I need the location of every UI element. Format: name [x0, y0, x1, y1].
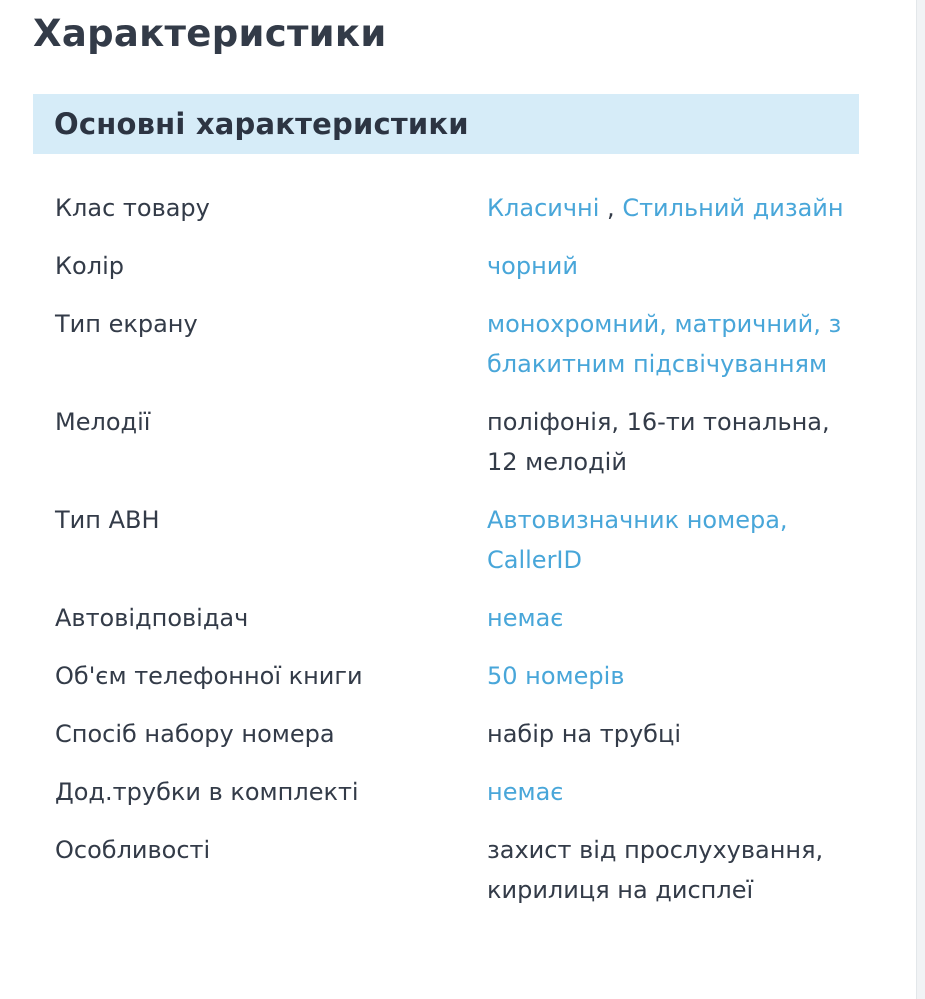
spec-label: Особливості: [55, 836, 211, 864]
class-separator: ,: [599, 194, 623, 222]
section-header: [33, 94, 859, 154]
page-edge-border: [916, 0, 925, 999]
spec-value-text: набір на трубці: [487, 720, 681, 748]
spec-row-caller-id: [55, 500, 875, 580]
screen-type-link[interactable]: монохромний, матричний, з блакитним підсвічуванням: [487, 310, 842, 378]
spec-label: Клас товару: [55, 194, 210, 222]
spec-label: Об'єм телефонної книги: [55, 662, 363, 690]
spec-label: Спосіб набору номера: [55, 720, 335, 748]
page-title: Характеристики: [33, 12, 387, 55]
spec-value: [487, 304, 867, 384]
spec-value: [487, 246, 867, 286]
spec-row-color: [55, 246, 875, 286]
spec-value: [487, 772, 867, 812]
spec-label: Дод.трубки в комплекті: [55, 778, 359, 806]
spec-row-phonebook: [55, 656, 875, 696]
spec-label: Тип екрану: [55, 310, 198, 338]
spec-row-extra-handsets: [55, 772, 875, 812]
spec-row-features: [55, 830, 875, 910]
spec-value: [487, 656, 867, 696]
extra-handsets-link[interactable]: немає: [487, 778, 564, 806]
spec-value-text: захист від прослухування, кирилиця на дисплеї: [487, 836, 824, 904]
color-link[interactable]: чорний: [487, 252, 578, 280]
specs-table: [55, 188, 875, 928]
spec-row-screen-type: [55, 304, 875, 384]
spec-value-text: поліфонія, 16-ти тональна, 12 мелодій: [487, 408, 830, 476]
answering-machine-link[interactable]: немає: [487, 604, 564, 632]
class-link-stylish[interactable]: Стильний дизайн: [622, 194, 844, 222]
spec-value: [487, 188, 867, 228]
spec-label: Колір: [55, 252, 124, 280]
spec-value: [487, 598, 867, 638]
spec-row-melodies: [55, 402, 875, 482]
spec-row-class: [55, 188, 875, 228]
class-link-classic[interactable]: Класичні: [487, 194, 600, 222]
phonebook-link[interactable]: 50 номерів: [487, 662, 625, 690]
spec-label: Тип АВН: [55, 506, 160, 534]
caller-id-link[interactable]: Автовизначник номера, CallerID: [487, 506, 788, 574]
section-title: Основні характеристики: [54, 107, 469, 141]
spec-label: Автовідповідач: [55, 604, 249, 632]
spec-value: [487, 500, 867, 580]
spec-label: Мелодії: [55, 408, 151, 436]
spec-row-answering-machine: [55, 598, 875, 638]
spec-row-dialing: [55, 714, 875, 754]
